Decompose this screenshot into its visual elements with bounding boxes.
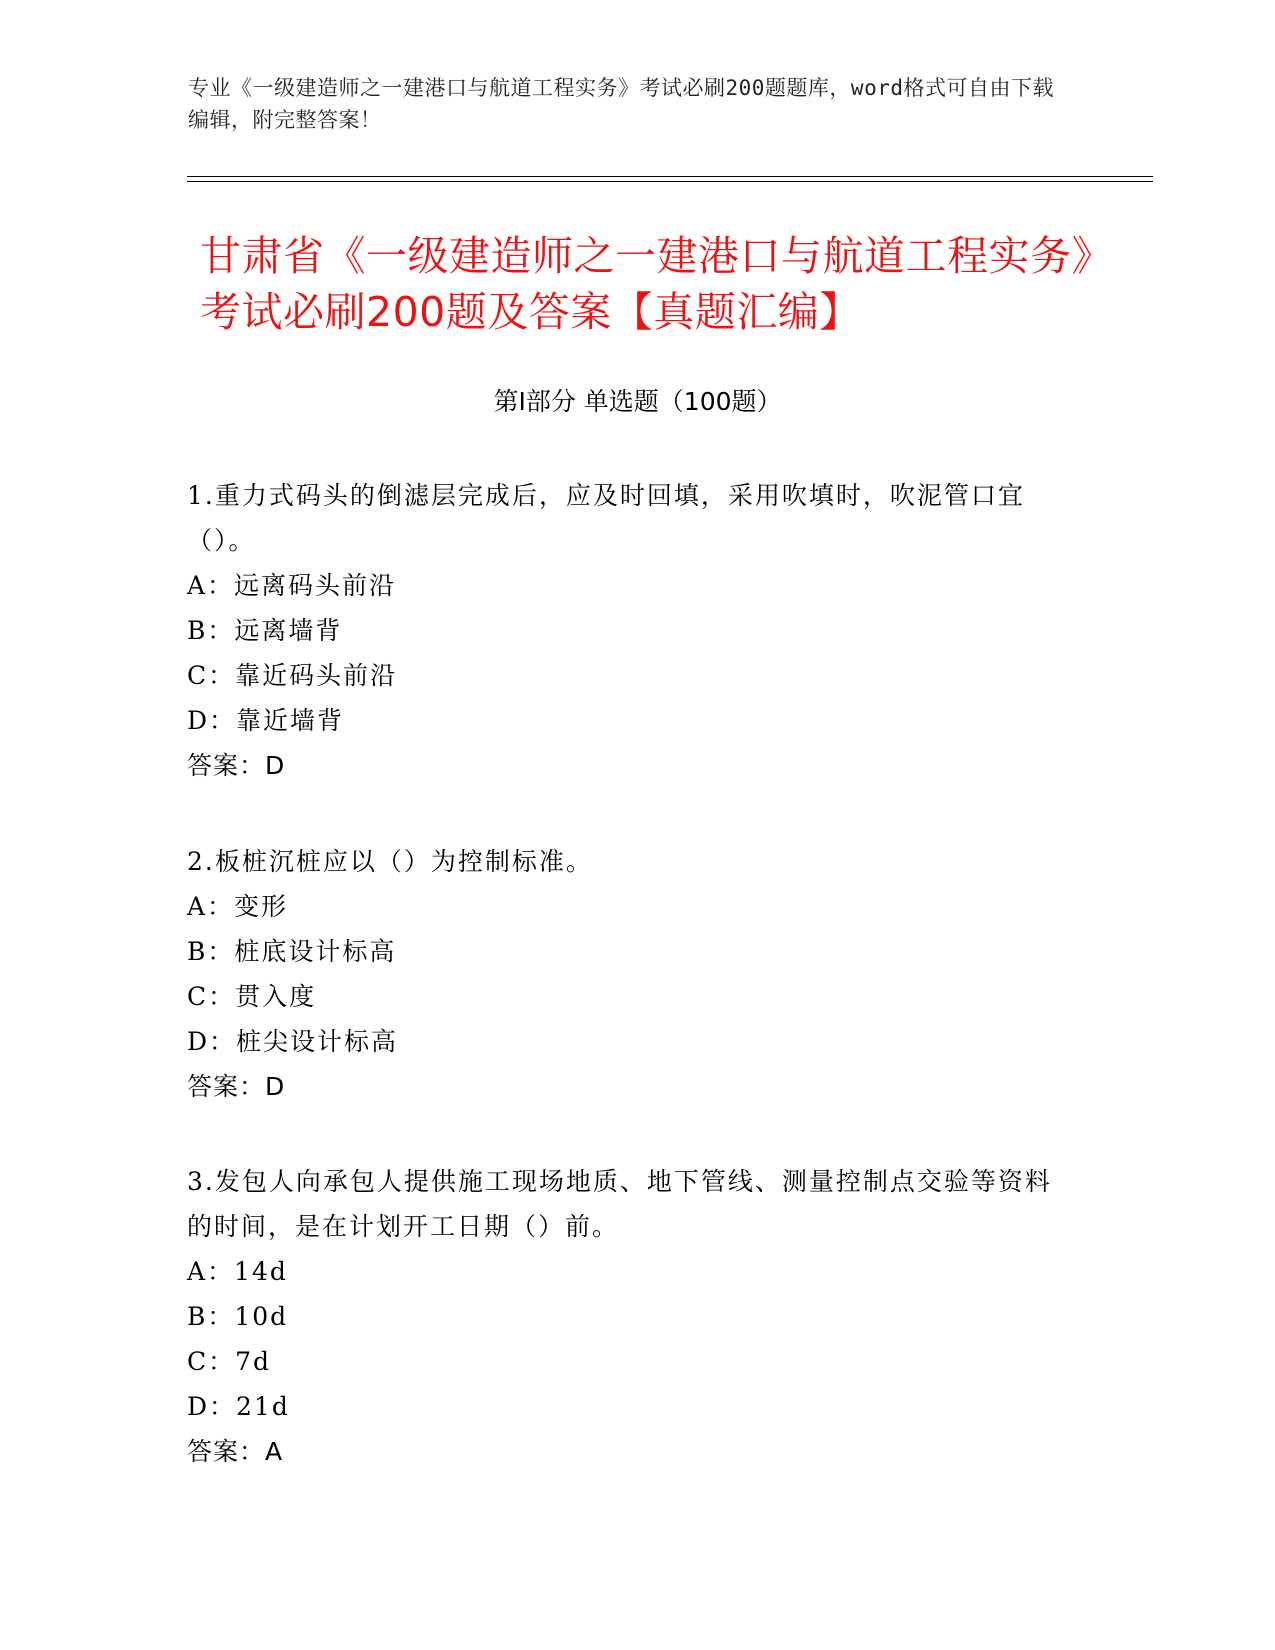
question-stem: 3.发包人向承包人提供施工现场地质、地下管线、测量控制点交验等资料的时间，是在计划开工日期（）前。 [187, 1167, 1052, 1241]
question-stem: 1.重力式码头的倒滤层完成后，应及时回填，采用吹填时，吹泥管口宜（）。 [187, 481, 1025, 555]
option-c: C：靠近码头前沿 [187, 661, 398, 690]
question-1 [187, 473, 1067, 788]
option-c: C：7d [187, 1347, 272, 1376]
question-3 [187, 1159, 1067, 1474]
answer: 答案：D [187, 751, 286, 780]
option-d: D：靠近墙背 [187, 706, 345, 735]
option-c: C：贯入度 [187, 982, 317, 1011]
document-title: 甘肃省《一级建造师之一建港口与航道工程实务》考试必刷200题及答案【真题汇编】 [200, 232, 1093, 336]
answer: 答案：A [187, 1437, 284, 1466]
option-a: A：远离码头前沿 [187, 571, 397, 600]
header-rule-top [187, 176, 1153, 177]
header-note: 专业《一级建造师之一建港口与航道工程实务》考试必刷200题题库，word格式可自由下载编辑，附完整答案！ [188, 76, 1054, 132]
option-b: B：远离墙背 [187, 616, 343, 645]
option-d: D：桩尖设计标高 [187, 1027, 399, 1056]
question-2 [187, 839, 1067, 1109]
option-b: B：桩底设计标高 [187, 937, 397, 966]
option-a: A：14d [187, 1257, 288, 1286]
question-stem: 2.板桩沉桩应以（）为控制标准。 [187, 847, 593, 876]
header-rule-bottom [187, 181, 1153, 182]
option-b: B：10d [187, 1302, 289, 1331]
answer: 答案：D [187, 1072, 286, 1101]
section-heading: 第Ⅰ部分 单选题（100题） [493, 387, 782, 416]
option-d: D：21d [187, 1392, 290, 1421]
option-a: A：变形 [187, 892, 289, 921]
